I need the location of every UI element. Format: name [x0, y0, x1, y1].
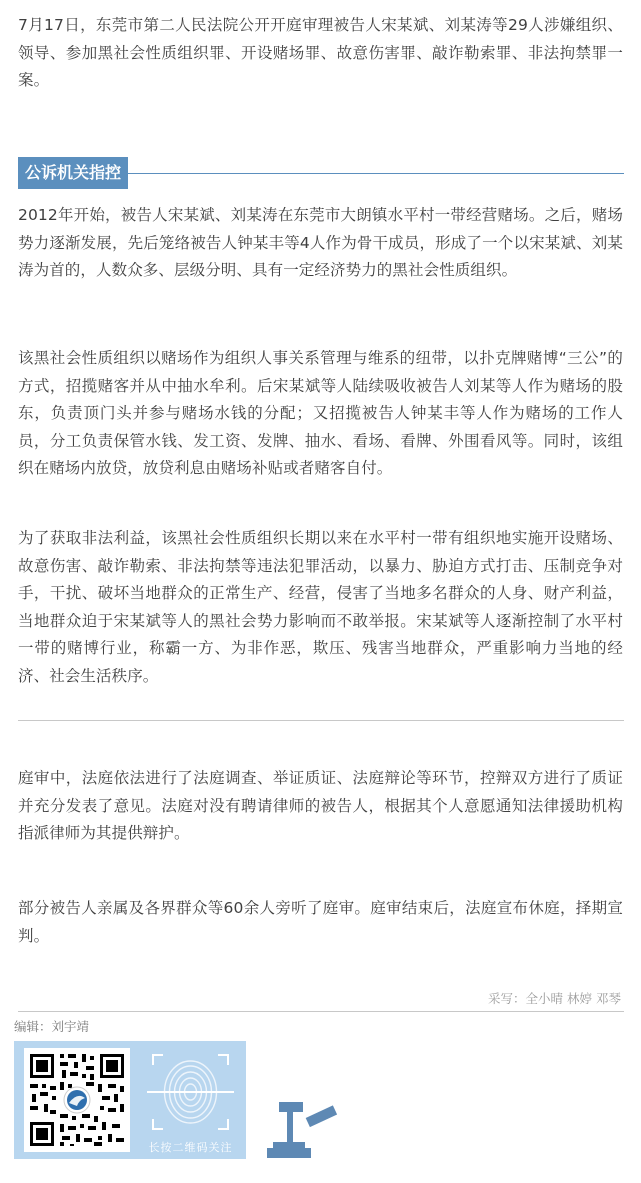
closing-paragraph: 部分被告人亲属及各界群众等60余人旁听了庭审。庭审结束后，法庭宣布休庭，择期宣判。 — [18, 899, 623, 945]
charge-paragraph-3: 为了获取非法利益，该黑社会性质组织长期以来在水平村一带有组织地实施开设赌场、故意伤害、敲诈勒索、非法拘禁等违法犯罪活动，以暴力、胁迫方式打击、压制竞争对手，干扰、破坏当地群众的正常生产、经营，侵害了当地多名群众的人身、财产利益，当地群众迫于宋某斌等人的黑社会势力影响而不敢举报。宋某斌等人逐渐控制了水平村一带的赌博行业，称霸一方、为非作恶，欺压、残害当地群众，严重影响力当地的经济、社会生活秩序。 — [18, 529, 623, 685]
charge-paragraph-2: 该黑社会性质组织以赌场作为组织人事关系管理与维系的纽带，以扑克牌赌博“三公”的方式，招揽赌客并从中抽水牟利。后宋某斌等人陆续吸收被告人刘某等人作为赌场的股东，负责顶门头并参与赌场水钱的分配；又招揽被告人钟某丰等人作为赌场的工作人员，分工负责保管水钱、发工资、发牌、抽水、看场、看牌、外围看风等。同时，该组织在赌场内放贷，放贷利息由赌场补贴或者赌客自付。 — [18, 349, 623, 477]
qr-code[interactable] — [24, 1048, 130, 1152]
reporter-credit: 采写：全小晴 林婷 邓琴 — [488, 991, 621, 1006]
section-header — [18, 157, 624, 189]
qr-follow-panel — [14, 1041, 246, 1159]
trial-paragraph: 庭审中，法庭依法进行了法庭调查、举证质证、法庭辩论等环节，控辩双方进行了质证并充分发表了意见。法庭对没有聘请律师的被告人，根据其个人意愿通知法律援助机构指派律师为其提供辩护。 — [18, 769, 623, 842]
fingerprint-graphic — [135, 1041, 246, 1159]
section-rule — [128, 173, 624, 174]
charge-paragraph-1: 2012年开始，被告人宋某斌、刘某涛在东莞市大朗镇水平村一带经营赌场。之后，赌场势力逐渐发展，先后笼络被告人钟某丰等4人作为骨干成员，形成了一个以宋某斌、刘某涛为首的，人数众多、层级分明、具有一定经济势力的黑社会性质组织。 — [18, 206, 623, 279]
qr-caption: 长按二维码关注 — [148, 1141, 233, 1154]
section-divider — [18, 720, 624, 721]
gavel-icon — [245, 1098, 345, 1160]
footer-divider — [18, 1011, 624, 1012]
section-title: 公诉机关指控 — [18, 157, 128, 189]
editor-credit: 编辑：刘宇靖 — [14, 1019, 90, 1034]
intro-paragraph: 7月17日，东莞市第二人民法院公开开庭审理被告人宋某斌、刘某涛等29人涉嫌组织、领导、参加黑社会性质组织罪、开设赌场罪、故意伤害罪、敲诈勒索罪、非法拘禁罪一案。 — [18, 16, 623, 89]
